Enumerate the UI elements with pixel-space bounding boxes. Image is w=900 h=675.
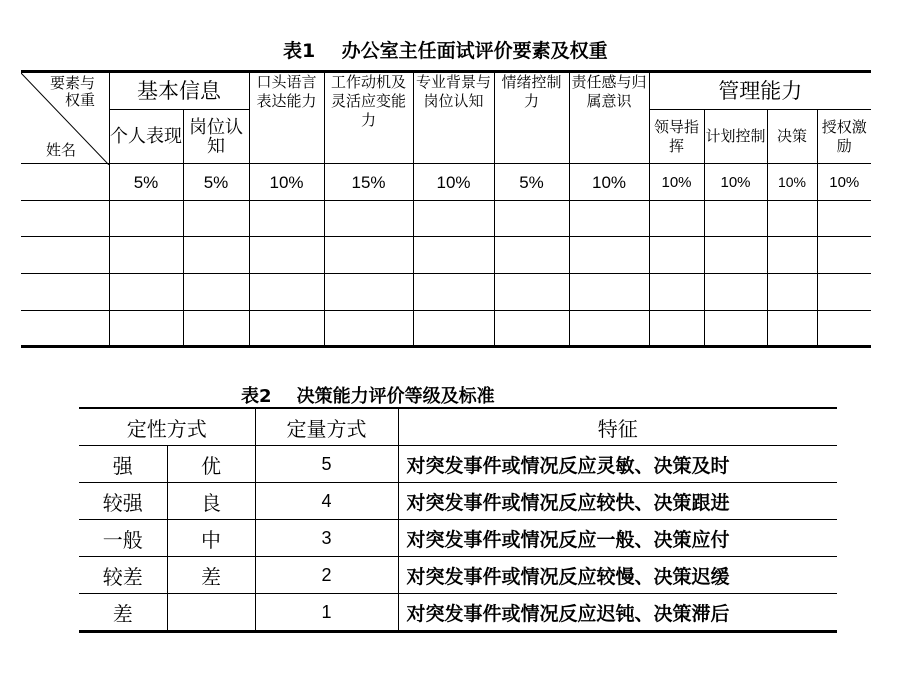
- weight-cell: 10%: [649, 164, 704, 201]
- feature-cell: 对突发事件或情况反应迟钝、决策滞后: [398, 594, 837, 632]
- weight-cell: 5%: [183, 164, 249, 201]
- qualitative-grade: [167, 594, 255, 632]
- score-cell: 2: [255, 557, 398, 594]
- weight-cell: 10%: [413, 164, 494, 201]
- decision-grade-table: [79, 407, 837, 633]
- qualitative-level: 差: [79, 594, 167, 632]
- feature-cell: 对突发事件或情况反应较慢、决策迟缓: [398, 557, 837, 594]
- qualitative-grade: 良: [167, 483, 255, 520]
- header-feature: 特征: [398, 408, 837, 446]
- weight-label-cell: [21, 164, 109, 201]
- qualitative-level: 较差: [79, 557, 167, 594]
- header-motivation: 工作动机及灵活应变能力: [324, 72, 413, 164]
- table-row: [79, 483, 837, 520]
- score-cell: 1: [255, 594, 398, 632]
- header-quantitative: 定量方式: [255, 408, 398, 446]
- weight-cell: 10%: [704, 164, 767, 201]
- weight-cell: 10%: [767, 164, 817, 201]
- qualitative-level: 较强: [79, 483, 167, 520]
- qualitative-level: 一般: [79, 520, 167, 557]
- evaluation-weights-table: [21, 70, 871, 348]
- table-row: [21, 237, 871, 274]
- table-row: [21, 201, 871, 237]
- qualitative-grade: 优: [167, 446, 255, 483]
- feature-cell: 对突发事件或情况反应较快、决策跟进: [398, 483, 837, 520]
- qualitative-level: 强: [79, 446, 167, 483]
- header-emotion: 情绪控制力: [494, 72, 569, 164]
- header-lead: 领导指挥: [649, 110, 704, 164]
- header-qualitative: 定性方式: [79, 408, 255, 446]
- header-plan: 计划控制: [704, 110, 767, 164]
- score-cell: 4: [255, 483, 398, 520]
- score-cell: 5: [255, 446, 398, 483]
- table-row: [79, 594, 837, 632]
- qualitative-grade: 中: [167, 520, 255, 557]
- corner-top-label: 要素与权重: [49, 74, 95, 109]
- table-row: [21, 311, 871, 347]
- table-row: [21, 274, 871, 311]
- weight-cell: 5%: [109, 164, 183, 201]
- header-decide: 决策: [767, 110, 817, 164]
- score-cell: 3: [255, 520, 398, 557]
- header-background: 专业背景与岗位认知: [413, 72, 494, 164]
- corner-bottom-label: 姓名: [46, 141, 77, 159]
- header-personal: 个人表现: [109, 110, 183, 164]
- qualitative-grade: 差: [167, 557, 255, 594]
- table-row: [79, 520, 837, 557]
- weight-cell: 10%: [249, 164, 324, 201]
- corner-cell: [21, 72, 109, 164]
- weight-cell: 10%: [569, 164, 649, 201]
- table2-title: 表2 决策能力评价等级及标准: [241, 386, 495, 407]
- header-management: 管理能力: [649, 72, 871, 110]
- table-row: [79, 446, 837, 483]
- header-responsibility: 责任感与归属意识: [569, 72, 649, 164]
- header-authorize: 授权激励: [817, 110, 871, 164]
- header-position: 岗位认知: [183, 110, 249, 164]
- header-basic-info: 基本信息: [109, 72, 249, 110]
- weight-cell: 5%: [494, 164, 569, 201]
- table1-title: 表1 办公室主任面试评价要素及权重: [283, 40, 608, 62]
- table-row: [79, 557, 837, 594]
- feature-cell: 对突发事件或情况反应一般、决策应付: [398, 520, 837, 557]
- header-oral: 口头语言表达能力: [249, 72, 324, 164]
- weight-cell: 10%: [817, 164, 871, 201]
- weight-cell: 15%: [324, 164, 413, 201]
- feature-cell: 对突发事件或情况反应灵敏、决策及时: [398, 446, 837, 483]
